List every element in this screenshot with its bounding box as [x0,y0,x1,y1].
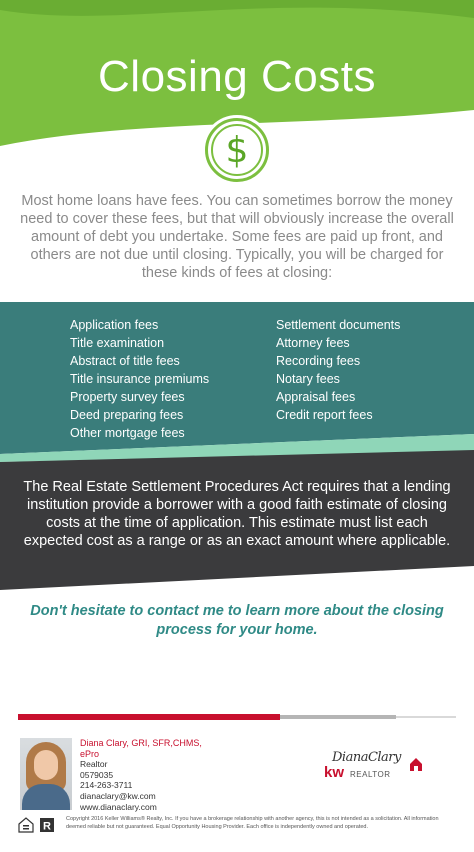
fee-item: Application fees [70,318,159,332]
intro-paragraph: Most home loans have fees. You can sometimes borrow the money need to cover these fees, but that will obviously increase the overall amount of debt you undertake. Some fees are paid up front, and others are not due until closing. Typically, you will be charged for these kinds of fees at closing: [20,193,454,281]
dollar-badge [205,118,269,182]
agent-license: 0579035 [80,769,114,780]
equal-housing-icon [19,818,33,832]
agent-role: Realtor [80,759,108,770]
agent-name: Diana Clary, GRI, SFR,CHMS, [80,738,202,748]
fee-item: Recording fees [276,354,361,368]
agent-designation: ePro [80,748,100,759]
agent-contact-block [80,738,240,812]
fee-item: Abstract of title fees [70,354,180,368]
house-icon [408,756,424,772]
fee-item: Appraisal fees [276,390,356,404]
fee-item: Other mortgage fees [70,426,185,440]
fee-item: Property survey fees [70,390,185,404]
logo-realtor: REALTOR [350,770,391,779]
equal-housing-icons [18,817,58,833]
footer-divider [18,714,456,720]
divider-light-segment [396,716,456,718]
logo-script-name: DianaClary [332,750,401,765]
agent-photo-body [22,784,70,810]
agent-phone[interactable]: 214-263-3711 [80,780,133,791]
fees-list-right [276,316,400,424]
fee-item: Title examination [70,336,165,350]
respa-paragraph: The Real Estate Settlement Procedures Act requires that a lending institution provide a borrower with a good faith estimate of closing costs at the time of application. This estimate must list each expected cost as a range or as an exact amount where applicable. [23,479,451,549]
fee-item: Attorney fees [276,336,350,350]
fees-list-left [70,316,209,442]
divider-gray-segment [280,715,396,719]
agent-photo [20,738,72,810]
contact-call-to-action: Don't hesitate to contact me to learn more about the closing process for your home. [30,603,444,638]
fee-item: Deed preparing fees [70,408,184,422]
dollar-icon: $ [211,124,263,176]
realtor-r-icon [40,818,54,833]
fee-item: Credit report fees [276,408,373,422]
logo-kw: kw [324,764,345,781]
agent-email[interactable]: dianaclary@kw.com [80,790,156,801]
fee-item: Title insurance premiums [70,372,210,386]
svg-text:R: R [43,820,51,833]
divider-red-segment [18,714,280,720]
brand-logo [322,750,426,790]
agent-photo-face [34,750,58,780]
copyright-notice: Copyright 2016 Keller Williams® Realty, Inc. If you have a brokerage relationship with another agency, this is not intended as a solicitation. All information deemed reliable but not guaranteed. Equal Opportunity Housing Provider. Each office is independently owned and operated. [66,816,439,830]
page-title: Closing Costs [98,52,376,101]
fee-item: Settlement documents [276,318,401,332]
agent-website[interactable]: www.dianaclary.com [80,801,157,812]
fee-item: Notary fees [276,372,340,386]
